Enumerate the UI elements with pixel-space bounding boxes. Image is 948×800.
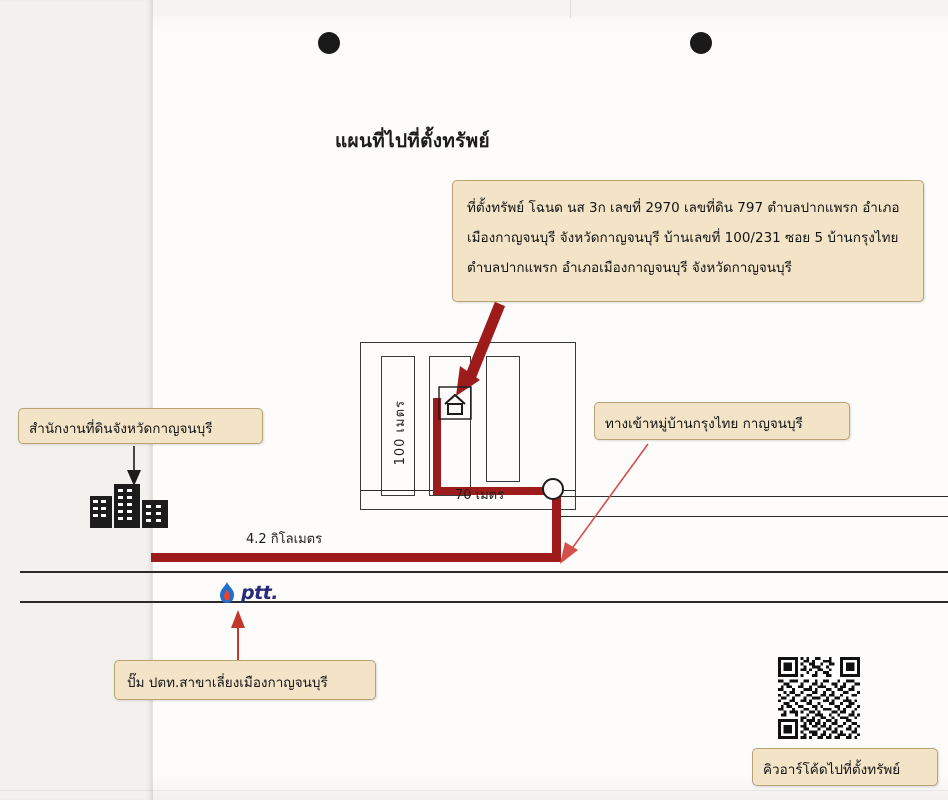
qr-code-image xyxy=(778,657,860,739)
callout-property-line-2: เมืองกาญจนบุรี จังหวัดกาญจนบุรี บ้านเลขที่ 100/231 ซอย 5 บ้านกรุงไทย xyxy=(467,230,899,246)
route-highway-segment xyxy=(151,553,561,562)
arrow-entrance-callout xyxy=(548,438,658,570)
punch-hole-right xyxy=(690,32,712,54)
qr-code xyxy=(778,657,860,739)
callout-village-entrance: ทางเข้าหมู่บ้านกรุงไทย กาญจนบุรี xyxy=(594,402,850,440)
label-distance-4-2km: 4.2 กิโลเมตร xyxy=(246,532,323,547)
paper-seam-top xyxy=(570,0,571,18)
callout-property-line-3: ตำบลปากแพรก อำเภอเมืองกาญจนบุรี จังหวัดกาญจนบุรี xyxy=(467,260,792,276)
callout-property-location xyxy=(452,180,924,302)
arrow-gas-station-callout xyxy=(222,608,254,664)
callout-property-line-1: ที่ตั้งทรัพย์ โฉนด นส 3ก เลขที่ 2970 เลขที่ดิน 797 ตำบลปากแพรก อำเภอ xyxy=(467,200,900,216)
callout-gas-station: ปั๊ม ปตท.สาขาเลี่ยงเมืองกาญจนบุรี xyxy=(114,660,376,700)
paper-seam-bottom xyxy=(0,790,948,791)
label-distance-70m: 70 เมตร xyxy=(455,488,505,503)
callout-qr-caption: คิวอาร์โค้ดไปที่ตั้งทรัพย์ xyxy=(752,748,938,786)
main-highway-line-bottom xyxy=(20,601,948,603)
main-highway-line-top xyxy=(20,571,948,573)
ptt-logo xyxy=(216,580,302,606)
building-icon xyxy=(88,482,172,528)
intersection-node xyxy=(542,478,564,500)
callout-land-office: สำนักงานที่ดินจังหวัดกาญจนบุรี xyxy=(18,408,263,444)
house-icon xyxy=(437,385,473,421)
paper-top-margin xyxy=(152,0,948,16)
label-distance-100m: 100 เมตร xyxy=(393,400,408,466)
punch-hole-left xyxy=(318,32,340,54)
ptt-flame-icon xyxy=(216,581,238,605)
page-title: แผนที่ไปที่ตั้งทรัพย์ xyxy=(335,130,490,152)
ptt-logo-text: ptt. xyxy=(241,582,278,604)
